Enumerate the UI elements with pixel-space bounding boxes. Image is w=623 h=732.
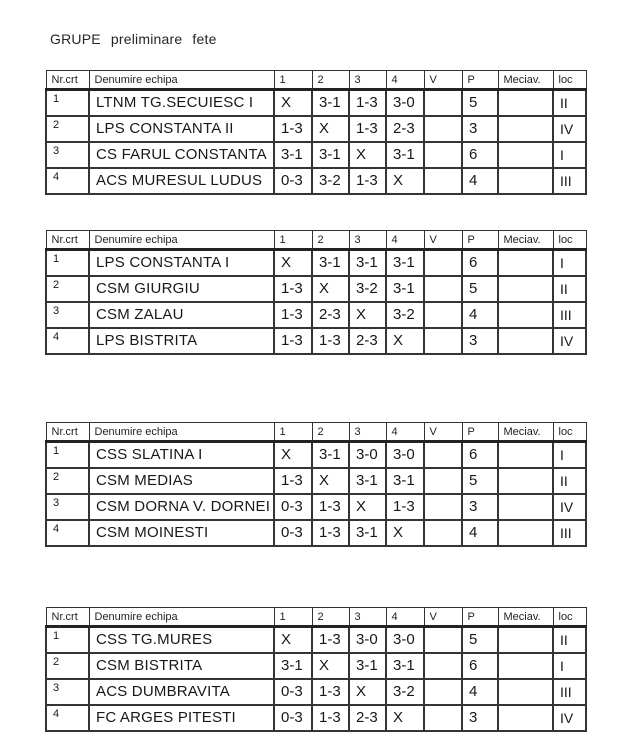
column-header-nr-crt: Nr.crt [46,231,89,250]
cell-p: 6 [462,250,498,277]
cell-1: 0-3 [274,520,312,546]
cell-p: 6 [462,442,498,469]
column-header-4: 4 [386,608,424,627]
cell-nr-crt: 2 [46,653,89,679]
table-row [46,250,586,277]
cell-v [424,705,462,731]
cell-p: 5 [462,276,498,302]
column-header-loc: loc [553,231,586,250]
cell-3: 2-3 [349,328,386,354]
cell-v [424,328,462,354]
header-row [46,423,586,442]
cell-meciav [498,328,553,354]
column-header-v: V [424,608,462,627]
cell-3: 3-0 [349,442,386,469]
cell-nr-crt: 4 [46,328,89,354]
cell-meciav [498,627,553,654]
column-header-meciav: Meciav. [498,71,553,90]
cell-4: 3-1 [386,250,424,277]
cell-4: X [386,705,424,731]
cell-p: 6 [462,142,498,168]
cell-denumire-echipa: ACS DUMBRAVITA [89,679,274,705]
table-row [46,520,586,546]
cell-meciav [498,679,553,705]
cell-nr-crt: 4 [46,168,89,194]
cell-denumire-echipa: CSM GIURGIU [89,276,274,302]
cell-3: X [349,142,386,168]
cell-2: 3-1 [312,442,349,469]
cell-meciav [498,116,553,142]
cell-v [424,442,462,469]
cell-nr-crt: 2 [46,116,89,142]
cell-meciav [498,142,553,168]
cell-3: 1-3 [349,116,386,142]
cell-p: 4 [462,520,498,546]
group-table-4 [45,607,587,732]
column-header-loc: loc [553,71,586,90]
group-table-2 [45,230,587,355]
cell-v [424,302,462,328]
cell-2: X [312,468,349,494]
table-row [46,627,586,654]
cell-3: 3-1 [349,653,386,679]
cell-1: 1-3 [274,276,312,302]
tables-container [45,70,623,732]
cell-3: 1-3 [349,90,386,117]
column-header-p: P [462,231,498,250]
cell-2: 1-3 [312,328,349,354]
cell-2: 3-1 [312,250,349,277]
cell-nr-crt: 4 [46,520,89,546]
column-header-4: 4 [386,423,424,442]
cell-denumire-echipa: LTNM TG.SECUIESC I [89,90,274,117]
cell-loc: III [553,168,586,194]
table-row [46,142,586,168]
cell-4: 3-0 [386,90,424,117]
cell-4: 3-0 [386,627,424,654]
column-header-meciav: Meciav. [498,231,553,250]
cell-3: 3-2 [349,276,386,302]
cell-4: 3-2 [386,302,424,328]
column-header-4: 4 [386,71,424,90]
cell-v [424,276,462,302]
table-row [46,468,586,494]
cell-loc: IV [553,705,586,731]
column-header-4: 4 [386,231,424,250]
cell-loc: II [553,90,586,117]
column-header-3: 3 [349,231,386,250]
table-row [46,494,586,520]
cell-4: 3-1 [386,142,424,168]
header-row [46,231,586,250]
cell-meciav [498,494,553,520]
cell-2: 3-2 [312,168,349,194]
cell-meciav [498,302,553,328]
cell-nr-crt: 3 [46,302,89,328]
column-header-2: 2 [312,71,349,90]
group-table-3 [45,422,587,547]
column-header-v: V [424,231,462,250]
cell-2: 1-3 [312,679,349,705]
cell-3: X [349,679,386,705]
cell-4: 2-3 [386,116,424,142]
cell-v [424,520,462,546]
column-header-3: 3 [349,423,386,442]
cell-2: 1-3 [312,520,349,546]
cell-loc: II [553,627,586,654]
cell-loc: II [553,468,586,494]
table-row [46,302,586,328]
cell-meciav [498,520,553,546]
cell-meciav [498,250,553,277]
column-header-2: 2 [312,608,349,627]
column-header-1: 1 [274,71,312,90]
column-header-nr-crt: Nr.crt [46,71,89,90]
cell-meciav [498,653,553,679]
table-row [46,276,586,302]
column-header-meciav: Meciav. [498,423,553,442]
cell-3: 3-1 [349,468,386,494]
cell-1: 3-1 [274,142,312,168]
cell-4: 3-0 [386,442,424,469]
cell-nr-crt: 1 [46,442,89,469]
cell-p: 3 [462,705,498,731]
cell-denumire-echipa: CSM BISTRITA [89,653,274,679]
cell-loc: IV [553,328,586,354]
cell-1: 1-3 [274,302,312,328]
cell-v [424,116,462,142]
cell-1: X [274,90,312,117]
group-table-1 [45,70,587,195]
cell-loc: I [553,442,586,469]
table-row [46,653,586,679]
cell-denumire-echipa: CS FARUL CONSTANTA [89,142,274,168]
cell-meciav [498,468,553,494]
cell-2: 3-1 [312,142,349,168]
cell-loc: I [553,250,586,277]
cell-nr-crt: 1 [46,627,89,654]
cell-p: 5 [462,90,498,117]
cell-2: X [312,116,349,142]
cell-2: 2-3 [312,302,349,328]
cell-v [424,653,462,679]
cell-nr-crt: 1 [46,90,89,117]
table-row [46,442,586,469]
cell-loc: I [553,142,586,168]
cell-3: 3-1 [349,520,386,546]
cell-nr-crt: 3 [46,494,89,520]
cell-4: 3-1 [386,276,424,302]
cell-loc: IV [553,116,586,142]
column-header-2: 2 [312,423,349,442]
cell-meciav [498,442,553,469]
cell-denumire-echipa: FC ARGES PITESTI [89,705,274,731]
cell-nr-crt: 2 [46,276,89,302]
cell-4: 1-3 [386,494,424,520]
cell-nr-crt: 2 [46,468,89,494]
cell-2: X [312,276,349,302]
cell-v [424,627,462,654]
cell-2: X [312,653,349,679]
cell-1: 0-3 [274,168,312,194]
table-row [46,328,586,354]
column-header-1: 1 [274,608,312,627]
cell-loc: IV [553,494,586,520]
cell-p: 4 [462,168,498,194]
cell-denumire-echipa: ACS MURESUL LUDUS [89,168,274,194]
cell-v [424,494,462,520]
column-header-meciav: Meciav. [498,608,553,627]
cell-3: 3-1 [349,250,386,277]
cell-4: X [386,168,424,194]
cell-meciav [498,705,553,731]
column-header-nr-crt: Nr.crt [46,423,89,442]
cell-p: 3 [462,328,498,354]
column-header-2: 2 [312,231,349,250]
cell-nr-crt: 4 [46,705,89,731]
cell-loc: II [553,276,586,302]
cell-nr-crt: 3 [46,142,89,168]
column-header-p: P [462,608,498,627]
cell-p: 5 [462,627,498,654]
header-row [46,71,586,90]
cell-v [424,468,462,494]
cell-3: X [349,494,386,520]
cell-loc: III [553,302,586,328]
header-row [46,608,586,627]
cell-denumire-echipa: LPS CONSTANTA II [89,116,274,142]
cell-p: 4 [462,679,498,705]
cell-4: 3-1 [386,653,424,679]
cell-denumire-echipa: CSM DORNA V. DORNEI [89,494,274,520]
column-header-nr-crt: Nr.crt [46,608,89,627]
cell-1: X [274,627,312,654]
cell-meciav [498,90,553,117]
cell-4: X [386,520,424,546]
column-header-v: V [424,71,462,90]
cell-denumire-echipa: CSS TG.MURES [89,627,274,654]
table-row [46,705,586,731]
column-header-loc: loc [553,608,586,627]
column-header-v: V [424,423,462,442]
cell-1: 0-3 [274,679,312,705]
cell-denumire-echipa: CSM ZALAU [89,302,274,328]
cell-v [424,168,462,194]
cell-1: X [274,442,312,469]
cell-loc: I [553,653,586,679]
table-row [46,679,586,705]
cell-v [424,250,462,277]
column-header-denumire-echipa: Denumire echipa [89,423,274,442]
cell-nr-crt: 3 [46,679,89,705]
cell-3: X [349,302,386,328]
cell-p: 6 [462,653,498,679]
cell-4: 3-1 [386,468,424,494]
cell-v [424,90,462,117]
cell-3: 2-3 [349,705,386,731]
cell-denumire-echipa: LPS BISTRITA [89,328,274,354]
cell-v [424,142,462,168]
cell-1: 1-3 [274,116,312,142]
cell-4: X [386,328,424,354]
table-row [46,116,586,142]
cell-2: 1-3 [312,705,349,731]
table-row [46,168,586,194]
cell-1: 1-3 [274,468,312,494]
column-header-denumire-echipa: Denumire echipa [89,231,274,250]
column-header-1: 1 [274,231,312,250]
cell-1: 1-3 [274,328,312,354]
cell-nr-crt: 1 [46,250,89,277]
cell-4: 3-2 [386,679,424,705]
cell-2: 3-1 [312,90,349,117]
column-header-denumire-echipa: Denumire echipa [89,71,274,90]
cell-denumire-echipa: LPS CONSTANTA I [89,250,274,277]
cell-1: 3-1 [274,653,312,679]
column-header-p: P [462,423,498,442]
cell-v [424,679,462,705]
cell-1: X [274,250,312,277]
column-header-loc: loc [553,423,586,442]
cell-p: 3 [462,116,498,142]
cell-meciav [498,168,553,194]
column-header-3: 3 [349,71,386,90]
column-header-1: 1 [274,423,312,442]
cell-loc: III [553,679,586,705]
page-title: GRUPE preliminare fete [50,31,217,47]
column-header-p: P [462,71,498,90]
cell-3: 1-3 [349,168,386,194]
cell-3: 3-0 [349,627,386,654]
cell-denumire-echipa: CSM MEDIAS [89,468,274,494]
cell-loc: III [553,520,586,546]
cell-1: 0-3 [274,705,312,731]
cell-denumire-echipa: CSS SLATINA I [89,442,274,469]
cell-p: 4 [462,302,498,328]
cell-meciav [498,276,553,302]
cell-2: 1-3 [312,627,349,654]
column-header-denumire-echipa: Denumire echipa [89,608,274,627]
column-header-3: 3 [349,608,386,627]
cell-1: 0-3 [274,494,312,520]
cell-denumire-echipa: CSM MOINESTI [89,520,274,546]
cell-p: 5 [462,468,498,494]
cell-p: 3 [462,494,498,520]
cell-2: 1-3 [312,494,349,520]
table-row [46,90,586,117]
